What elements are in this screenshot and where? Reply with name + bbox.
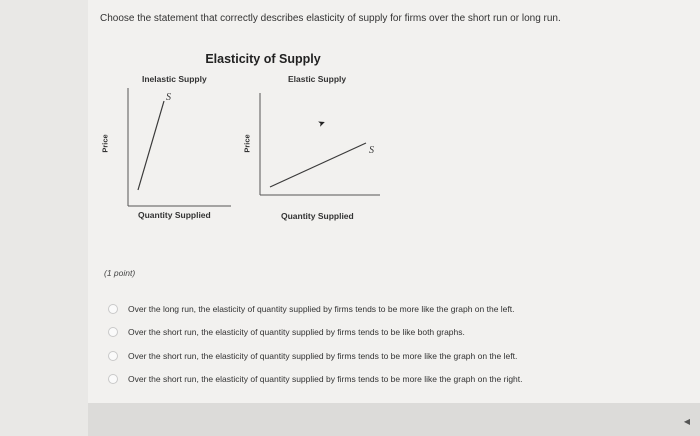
question-text: Choose the statement that correctly describes elasticity of supply for firms over the short run or long run.: [100, 13, 561, 24]
right-x-axis-title: Quantity Supplied: [281, 211, 354, 221]
answer-option-2[interactable]: [108, 321, 523, 345]
panel-label-elastic: Elastic Supply: [288, 74, 347, 84]
radio-button[interactable]: [108, 351, 118, 361]
radio-button[interactable]: [108, 327, 118, 337]
panel-label-inelastic: Inelastic Supply: [142, 74, 207, 84]
chevron-left-icon[interactable]: ◀: [683, 417, 690, 426]
right-y-axis-title: Price: [242, 134, 252, 153]
answer-option-3[interactable]: [108, 344, 523, 368]
point-value: (1 point): [104, 268, 136, 278]
radio-button[interactable]: [108, 374, 118, 384]
right-curve-label: S: [369, 145, 374, 156]
right-supply-curve: [270, 143, 366, 187]
supply-graphs: [88, 0, 700, 240]
answer-option-label: Over the short run, the elasticity of quantity supplied by firms tends to be more like the graph on the right.: [128, 374, 523, 385]
answer-option-label: Over the short run, the elasticity of quantity supplied by firms tends to be like both graphs.: [128, 327, 465, 338]
answer-option-label: Over the long run, the elasticity of quantity supplied by firms tends to be more like the graph on the left.: [128, 303, 515, 314]
mouse-pointer-icon: ➤: [316, 117, 327, 130]
left-supply-curve: [138, 101, 164, 190]
left-y-axis-title: Price: [100, 134, 110, 153]
answer-option-4[interactable]: [108, 368, 523, 392]
left-curve-label: S: [166, 92, 171, 103]
footer-bar: [88, 403, 700, 436]
radio-button[interactable]: [108, 304, 118, 314]
answer-option-label: Over the short run, the elasticity of quantity supplied by firms tends to be more like the graph on the left.: [128, 350, 518, 361]
left-x-axis-title: Quantity Supplied: [138, 210, 211, 220]
answer-option-1[interactable]: [108, 297, 523, 321]
answer-options: [108, 297, 523, 391]
figure-title: Elasticity of Supply: [205, 52, 321, 66]
question-card: [88, 0, 700, 436]
